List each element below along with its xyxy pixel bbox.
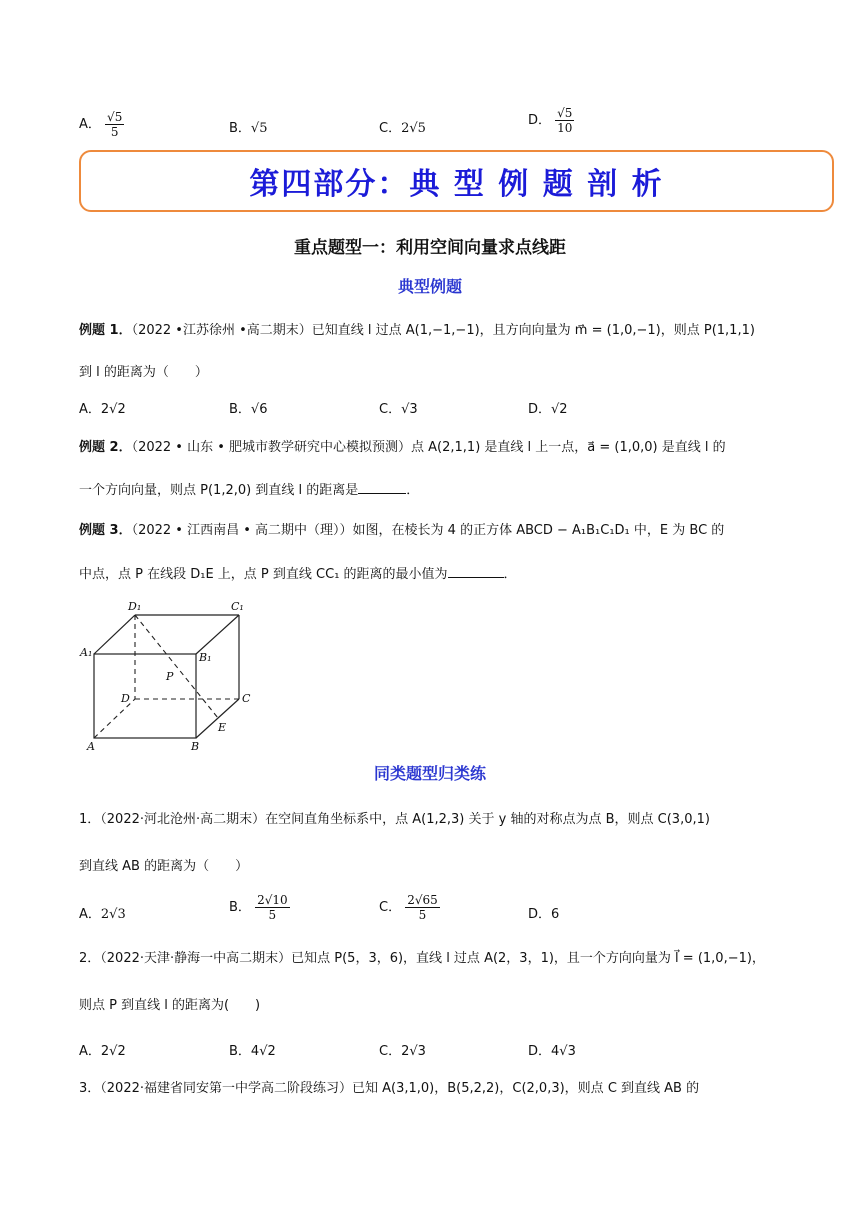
end-punct: ． bbox=[406, 483, 420, 498]
question-text: （2022·天津·静海一中高二期末）已知点 P(5，3，6)，直线 l 过点 A(2，3，1)，且一个方向向量为 l⃗ = (1,0,−1)， bbox=[100, 951, 765, 966]
example-label: 例题 1． bbox=[79, 323, 132, 338]
banner-text: 第四部分：典 型 例 题 剖 析 bbox=[249, 167, 664, 202]
denominator: 5 bbox=[268, 908, 277, 922]
label-p: P bbox=[166, 670, 174, 683]
example-1-option-b: B．√6 bbox=[229, 402, 268, 417]
question-2-option-a: A．2√2 bbox=[79, 1044, 126, 1059]
question-1-line-1 bbox=[79, 809, 820, 831]
section-title: 重点题型一：利用空间向量求点线距 bbox=[294, 238, 566, 258]
example-text: （2022 • 山东 • 肥城市教学研究中心模拟预测）点 A(2,1,1) 是直线 l 上一点，a⃗ = (1,0,0) 是直线 l 的 bbox=[131, 440, 726, 455]
typical-examples-title: 典型例题 bbox=[397, 277, 462, 296]
example-text: 中点，点 P 在线段 D₁E 上，点 P 到直线 CC₁ 的距离的最小值为 bbox=[79, 567, 448, 582]
question-2-line-1 bbox=[79, 948, 820, 970]
top-option-a bbox=[79, 110, 124, 139]
label-d1: D₁ bbox=[128, 600, 142, 613]
option-letter: A． bbox=[79, 117, 101, 132]
fraction bbox=[105, 110, 124, 139]
question-label: 3． bbox=[79, 1081, 101, 1096]
question-1-option-c bbox=[379, 893, 440, 922]
label-d: D bbox=[121, 692, 130, 705]
denominator: 5 bbox=[418, 908, 427, 922]
question-2-option-b: B．4√2 bbox=[229, 1044, 276, 1059]
question-2-option-d: D．4√3 bbox=[528, 1044, 576, 1059]
example-3-line-1 bbox=[79, 520, 820, 542]
option-letter: C． bbox=[379, 900, 402, 915]
label-b1: B₁ bbox=[199, 651, 212, 664]
example-label: 例题 2． bbox=[79, 440, 132, 455]
top-option-b bbox=[229, 117, 267, 136]
option-value: 2√3 bbox=[100, 907, 126, 922]
question-1-option-d: D．6 bbox=[528, 907, 560, 922]
example-text: （2022 • 江西南昌 • 高二期中（理））如图，在棱长为 4 的正方体 ABCD − A₁B₁C₁D₁ 中，E 为 BC 的 bbox=[131, 523, 725, 538]
numerator: √5 bbox=[557, 106, 573, 120]
top-option-d bbox=[528, 106, 574, 135]
numerator: 2√65 bbox=[407, 893, 438, 907]
option-letter: B． bbox=[229, 121, 251, 136]
label-a1: A₁ bbox=[80, 646, 93, 659]
option-letter: D． bbox=[528, 113, 552, 128]
example-1-option-d: D．√2 bbox=[528, 402, 568, 417]
practice-title: 同类题型归类练 bbox=[373, 764, 486, 783]
numerator: 2√10 bbox=[257, 893, 288, 907]
label-c: C bbox=[242, 692, 251, 705]
question-1-option-b bbox=[229, 893, 290, 922]
option-letter: B． bbox=[229, 900, 251, 915]
question-1-option-a bbox=[79, 903, 126, 922]
question-2-option-c: C．2√3 bbox=[379, 1044, 426, 1059]
answer-blank[interactable] bbox=[448, 563, 504, 578]
cube-figure bbox=[78, 598, 268, 754]
example-label: 例题 3． bbox=[79, 523, 132, 538]
example-text: （2022 •江苏徐州 •高二期末）已知直线 l 过点 A(1,−1,−1)，且方向向量为 m⃗ = (1,0,−1)，则点 P(1,1,1) bbox=[131, 323, 755, 338]
example-2-line-2 bbox=[79, 479, 820, 502]
top-option-c bbox=[379, 117, 426, 136]
label-e: E bbox=[218, 721, 227, 734]
example-1-line-2: 到 l 的距离为（ ） bbox=[79, 365, 208, 380]
option-value: √5 bbox=[250, 121, 268, 136]
label-a: A bbox=[87, 740, 95, 753]
end-punct: ． bbox=[503, 567, 517, 582]
question-label: 2． bbox=[79, 951, 101, 966]
option-value: 2√5 bbox=[401, 121, 426, 136]
denominator: 10 bbox=[557, 121, 573, 135]
question-3-line-1 bbox=[79, 1078, 820, 1100]
example-1-line-1 bbox=[79, 320, 820, 342]
denominator: 5 bbox=[110, 125, 119, 139]
answer-blank[interactable] bbox=[358, 479, 406, 494]
example-text: 一个方向向量，则点 P(1,2,0) 到直线 l 的距离是 bbox=[79, 483, 359, 498]
numerator: √5 bbox=[107, 110, 123, 124]
example-1-option-a: A．2√2 bbox=[79, 402, 126, 417]
section-banner bbox=[79, 150, 834, 212]
option-letter: A． bbox=[79, 907, 101, 922]
question-label: 1． bbox=[79, 812, 101, 827]
example-1-option-c: C．√3 bbox=[379, 402, 418, 417]
question-2-line-2: 则点 P 到直线 l 的距离为( ) bbox=[79, 998, 261, 1013]
fraction bbox=[555, 106, 574, 135]
question-text: （2022·福建省同安第一中学高二阶段练习）已知 A(3,1,0)，B(5,2,2)，C(2,0,3)，则点 C 到直线 AB 的 bbox=[100, 1081, 700, 1096]
example-2-line-1 bbox=[79, 437, 820, 459]
label-b: B bbox=[191, 740, 200, 753]
fraction bbox=[405, 893, 440, 922]
question-1-line-2: 到直线 AB 的距离为（ ） bbox=[79, 859, 249, 874]
label-c1: C₁ bbox=[231, 600, 244, 613]
question-text: （2022·河北沧州·高二期末）在空间直角坐标系中，点 A(1,2,3) 关于 y 轴的对称点为点 B，则点 C(3,0,1) bbox=[100, 812, 710, 827]
example-3-line-2 bbox=[79, 563, 820, 586]
fraction bbox=[255, 893, 290, 922]
option-letter: C． bbox=[379, 121, 402, 136]
